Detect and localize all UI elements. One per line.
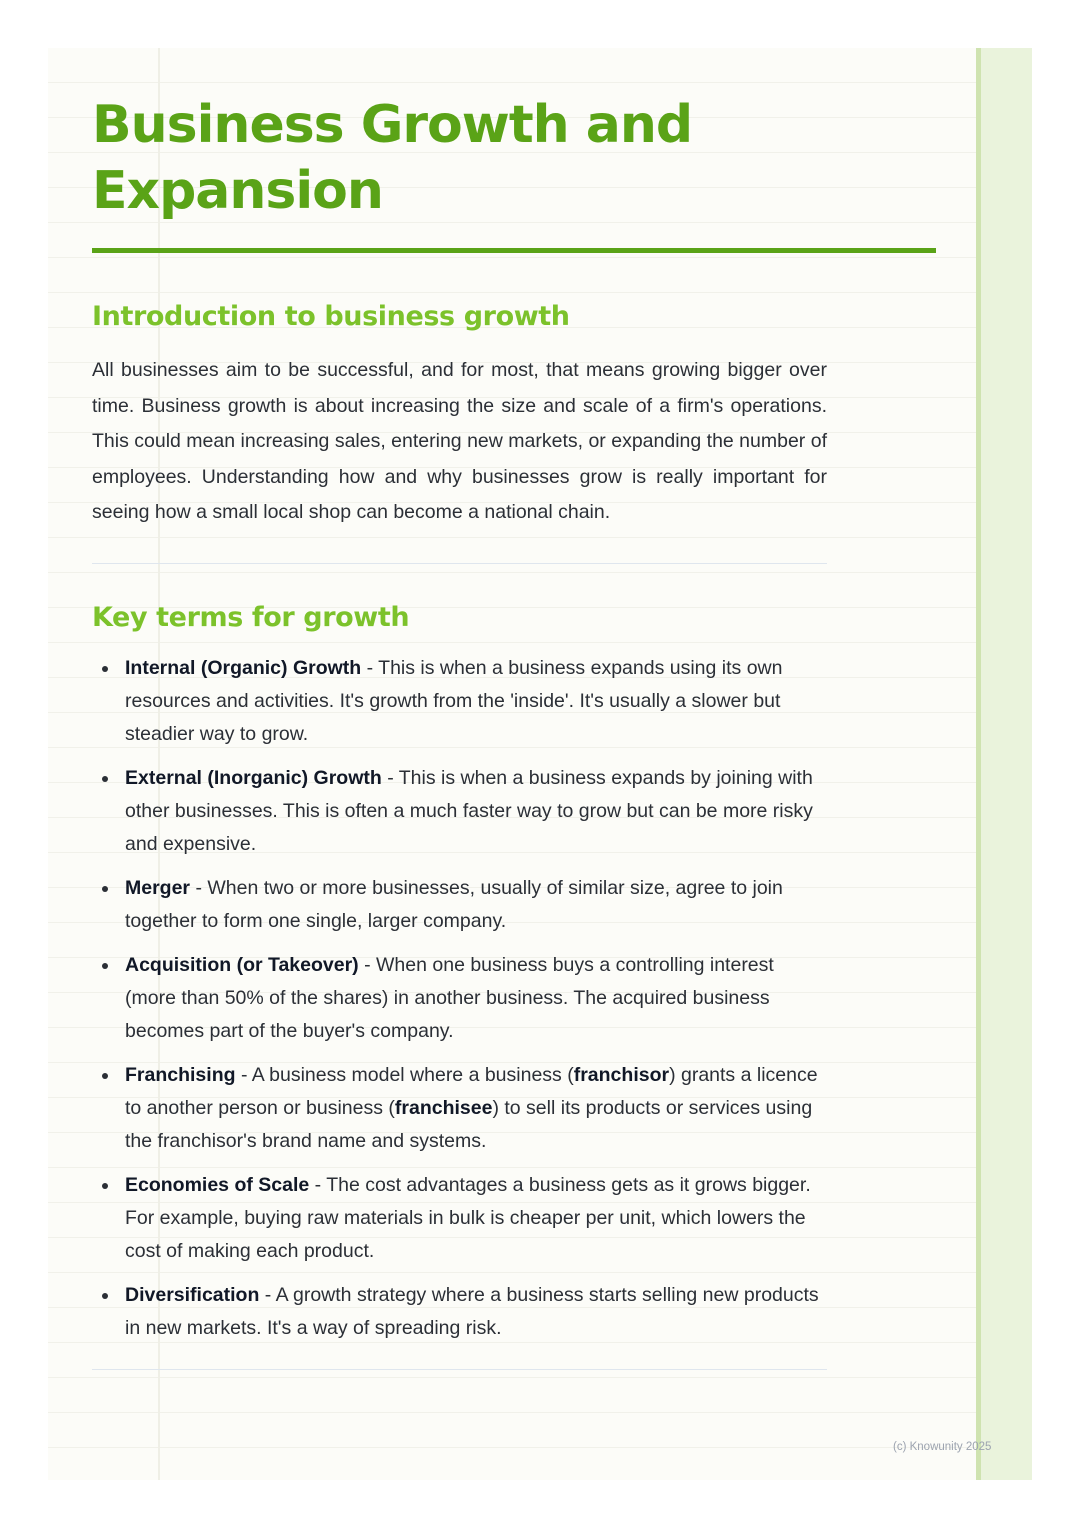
term-name: Franchising [125, 1063, 236, 1086]
document-content [92, 92, 936, 1370]
term-definition: - The cost advantages a business gets as it grows bigger. For example, buying raw materials in bulk is cheaper per unit, which lowers the cost of making each product. [125, 1173, 811, 1262]
document-page [48, 48, 1032, 1480]
term-definition: - A growth strategy where a business starts selling new products in new markets. It's a way of spreading risk. [125, 1283, 819, 1339]
bottom-divider [92, 1369, 827, 1370]
term-name: External (Inorganic) Growth [125, 766, 382, 789]
title-underline [92, 248, 936, 253]
page-title: Business Growth and Expansion [92, 95, 693, 221]
term-definition-part: - A business model where a business ( [235, 1063, 574, 1086]
term-definition: - When two or more businesses, usually of similar size, agree to join together to form one single, larger company. [125, 876, 783, 932]
list-item [92, 949, 827, 1048]
term-name: Economies of Scale [125, 1173, 310, 1196]
list-item [92, 762, 827, 861]
term-definition-part: ) grants a licence to another person or business ( [125, 1063, 818, 1119]
term-name: Acquisition (or Takeover) [125, 953, 359, 976]
franchisor-term: franchisor [573, 1063, 670, 1086]
list-item [92, 652, 827, 751]
document-body [92, 297, 827, 1370]
term-name: Merger [125, 876, 191, 899]
list-item [92, 1059, 827, 1158]
key-terms-list [92, 652, 827, 1345]
intro-heading: Introduction to business growth [92, 301, 570, 332]
list-item [92, 872, 827, 938]
list-item [92, 1279, 827, 1345]
section-divider [92, 563, 827, 564]
intro-paragraph: All businesses aim to be successful, and for most, that means growing bigger over time. Business growth is about increasing the size and scale of a firm's operations. This could mean increasing sales, entering new markets, or expanding the number of employees. Understanding how and why businesses grow is really important for seeing how a small local shop can become a national chain. [92, 359, 827, 523]
term-name: Diversification [125, 1283, 260, 1306]
term-definition-part: ) to sell its products or services using the franchisor's brand name and systems. [125, 1096, 813, 1152]
side-accent-bar [976, 48, 1032, 1480]
term-name: Internal (Organic) Growth [125, 656, 362, 679]
list-item [92, 1169, 827, 1268]
term-definition: - When one business buys a controlling interest (more than 50% of the shares) in another business. The acquired business becomes part of the buyer's company. [125, 953, 774, 1042]
key-terms-heading: Key terms for growth [92, 601, 410, 633]
franchisee-term: franchisee [394, 1096, 493, 1119]
copyright-footer: (c) Knowunity 2025 [893, 1441, 992, 1453]
term-definition: - This is when a business expands by joining with other businesses. This is often a much faster way to grow but can be more risky and expensive. [125, 766, 813, 855]
term-definition: - This is when a business expands using its own resources and activities. It's growth from the 'inside'. It's usually a slower but steadier way to grow. [125, 656, 783, 745]
